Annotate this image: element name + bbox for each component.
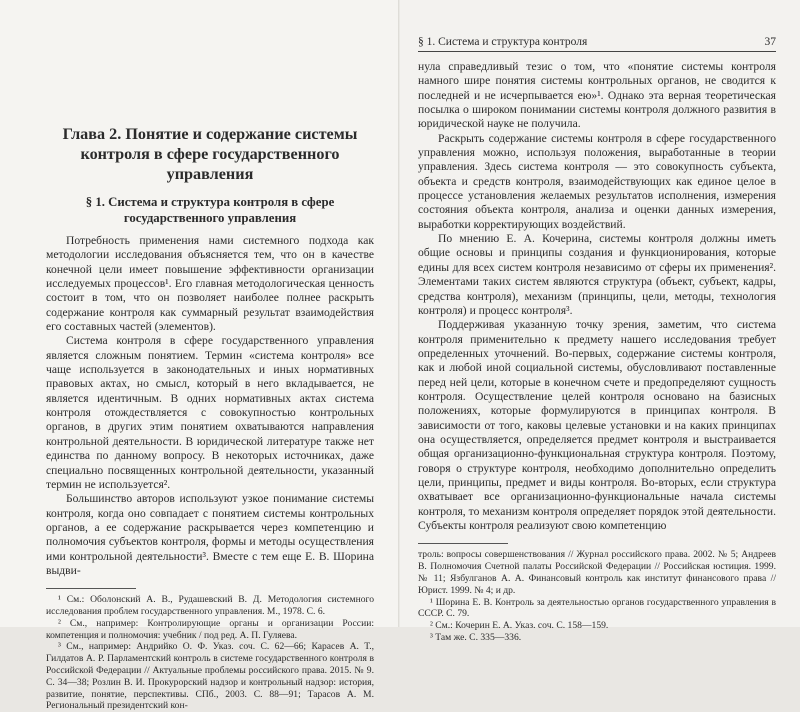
footnote: ³ Там же. С. 335—336. — [430, 631, 522, 643]
paragraph: Поддерживая указанную точку зрения, заметим, что система контроля применительно к предмету нашего исследования требует определенных уточнений. Во-первых, содержание системы контроля, как и любой иной социальной системы, обусловливают поставленные перед ней цели, которые в конечном счете и предопределяют сущность контроля. Осуществление целей контроля основано на базисных положениях, которые формулируются в принципах контроля. В зависимости от того, каковы целевые установки и на каких принципах она осуществляется, определяется предмет контроля и выстраивается общая организационно-функциональная структура контроля. Поэтому, говоря о структуре контроля, необходимо дополнительно определить цели, принципы, предмет и виды контроля. Во-вторых, если структура охватывает все организационно-функциональные начала системы контроля, то механизм контроля определяет порядок этой деятельности. Субъекты контроля реализуют свою компетенцию — [418, 318, 776, 532]
paragraph: Система контроля в сфере государственного управления является сложным понятием. Термин «система контроля» все чаще используется в законодательных и иных нормативных правовых актах, но смысл, который в него вкладывается, не является идентичным. В одних нормативных актах система контроля отождествляется с совокупностью контрольных органов, в других этим понятием охватываются направления контрольной деятельности. В юридической литературе также нет единства по данному вопросу. В некоторых источниках, даже специально посвященных контрольной деятельности, указанный термин не используется². — [46, 334, 374, 491]
footnote: ³ См., например: Андрийко О. Ф. Указ. соч. С. 62—66; Карасев А. Т., Гилдатов А. Р. Парламентский контроль в системе государственного контроля в Российской Федерации // Актуальные проблемы российского права. 2015. № 9. С. 34—38; Розлин В. И. Прокурорский надзор и контрольный надзор: история, развитие, понятие, перспективы. СПб., 2003. С. 88—91; Тарасов А. М. Региональный президентский кон- — [46, 641, 374, 712]
footnote: троль: вопросы совершенствования // Журнал российского права. 2002. № 5; Андреев В. Полномочия Счетной палаты Российской Федерации // Российская юстиция. 1999. № 11; Язбулганов А. А. Финансовый контроль как институт финансового права // Юрист. 1999. № 4; и др. — [418, 549, 776, 596]
paragraph: Большинство авторов используют узкое понимание системы контроля, когда оно совпадает с понятием системы контрольных органов, а ее содержание раскрывается через компетенцию и полномочия субъектов контроля, формы и методы осуществления ими контрольной деятельности³. Вместе с тем еще Е. В. Шорина выдви- — [46, 492, 374, 577]
running-header — [418, 0, 776, 52]
paragraph: Потребность применения нами системного подхода как методологии исследования объясняется тем, что он в качестве конечной цели имеет повышение эффективности организации исследуемых процессов¹. Его главная методологическая ценность состоит в том, что он позволяет наиболее полнее раскрыть содержание контроля как суммарный результат взаимодействия его составных частей (элементов). — [46, 234, 374, 334]
paragraph: По мнению Е. А. Кочерина, системы контроля должны иметь общие основы и принципы создания и функционирования, которые едины для всех систем контроля независимо от сферы их применения². Элементами таких систем являются структура (объект, субъект, кадры, средства контроля), механизм (принципы, цели, методы, технология контроля) и процесс контроля³. — [418, 232, 776, 317]
footnote: ² См.: Кочерин Е. А. Указ. соч. С. 158—159. — [430, 620, 609, 632]
footnote: ¹ См.: Оболонский А. В., Рудашевский В. Д. Методология системного исследования проблем государственного управления. М., 1978. С. 6. — [46, 594, 374, 618]
paragraph: нула справедливый тезис о том, что «понятие системы контроля намного шире понятия системы контрольных органов, не сводится к последней и не исчерпывается ею»¹. Однако эта верная теоретическая посылка о широком понимании системы контроля должного развития в юридической науке не получила. — [418, 60, 776, 131]
section-title: § 1. Система и структура контроля в сфере государственного управления — [85, 195, 335, 225]
footnote-divider — [418, 543, 508, 544]
footnote: ² См., например: Контролирующие органы и организации России: компетенция и полномочия: учебник / под ред. А. П. Гуляева. — [46, 617, 374, 641]
page-number: 37 — [764, 36, 776, 48]
running-header-title: § 1. Система и структура контроля — [418, 36, 588, 48]
footnote-divider — [46, 588, 136, 589]
paragraph: Раскрыть содержание системы контроля в сфере государственного управления можно, используя положения, выработанные в теории управления. Здесь система контроля — это совокупность субъекта, объекта и средств контроля, взаимодействующих как единое целое в процессе установления желаемых результатов исполнения, измерения состояния объекта контроля, анализа и оценки данных измерения, выработки корректирующих воздействий. — [418, 131, 776, 231]
chapter-title: Глава 2. Понятие и содержание системы контроля в сфере государственного управления — [62, 125, 358, 183]
right-page — [400, 0, 800, 643]
footnote: ¹ Шорина Е. В. Контроль за деятельностью органов государственного управления в СССР. С. 79. — [418, 596, 776, 620]
